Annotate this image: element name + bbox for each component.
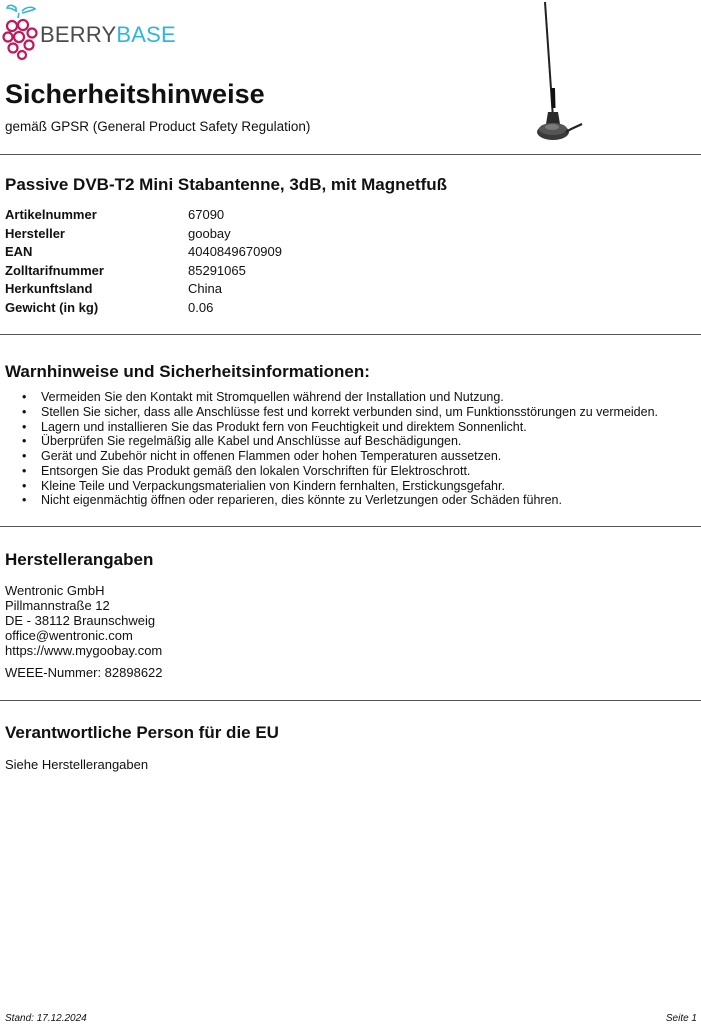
- spec-label: Artikelnummer: [5, 207, 97, 222]
- spec-value: 0.06: [188, 299, 214, 315]
- street: Pillmannstraße 12: [5, 597, 110, 613]
- list-item: • Kleine Teile und Verpackungsmaterialien von Kindern fernhalten, Erstickungsgefahr.: [22, 479, 658, 494]
- list-item: • Gerät und Zubehör nicht in offenen Flammen oder hohen Temperaturen aussetzen.: [22, 449, 658, 464]
- list-item: • Lagern und installieren Sie das Produkt fern von Feuchtigkeit und direktem Sonnenlicht.: [22, 420, 658, 435]
- spec-label: EAN: [5, 244, 33, 259]
- spec-value: China: [188, 281, 222, 296]
- page-title: Sicherheitshinweise: [5, 79, 265, 109]
- eu-person-heading: Verantwortliche Person für die EU: [5, 723, 279, 742]
- website: https://www.mygoobay.com: [5, 642, 163, 658]
- list-item: • Überprüfen Sie regelmäßig alle Kabel und Anschlüsse auf Beschädigungen.: [22, 434, 658, 449]
- brand-name: [40, 22, 176, 48]
- list-item: • Entsorgen Sie das Produkt gemäß den lokalen Vorschriften für Elektroschrott.: [22, 464, 658, 479]
- divider: [0, 334, 701, 335]
- list-item: • Stellen Sie sicher, dass alle Anschlüsse fest und korrekt verbunden sind, um Funktionsstörungen zu vermeiden.: [22, 405, 658, 420]
- spec-label: Hersteller: [5, 225, 65, 241]
- spec-label: Herkunftsland: [5, 281, 93, 296]
- brand-logo: [2, 2, 176, 64]
- spec-row: [5, 207, 282, 226]
- divider: [0, 526, 701, 527]
- spec-value: 85291065: [188, 262, 246, 278]
- spec-label: Gewicht (in kg): [5, 299, 99, 315]
- spec-label: Zolltarifnummer: [5, 262, 104, 278]
- divider: [0, 154, 701, 155]
- city: DE - 38112 Braunschweig: [5, 612, 156, 628]
- list-item: • Vermeiden Sie den Kontakt mit Stromquellen während der Installation und Nutzung.: [22, 390, 658, 405]
- spec-value: 4040849670909: [188, 244, 282, 259]
- spec-row: [5, 263, 282, 282]
- eu-person-text: Siehe Herstellerangaben: [5, 757, 149, 772]
- manufacturer-address: [5, 584, 162, 659]
- warnings-list: [22, 390, 658, 508]
- divider: [0, 700, 701, 701]
- manufacturer-heading: Herstellerangaben: [5, 550, 154, 569]
- brand-name-part2: BASE: [116, 22, 176, 47]
- list-item: • Nicht eigenmächtig öffnen oder reparieren, dies könnte zu Verletzungen oder Schäden führen.: [22, 493, 658, 508]
- brand-name-part1: BERRY: [40, 22, 117, 47]
- spec-table: [5, 207, 282, 318]
- footer-date: Stand: 17.12.2024: [5, 1013, 87, 1024]
- spec-row: [5, 281, 282, 300]
- footer-page: Seite 1: [665, 1013, 697, 1024]
- spec-row: [5, 226, 282, 245]
- spec-value: 67090: [188, 207, 225, 222]
- spec-row: [5, 244, 282, 263]
- email: office@wentronic.com: [5, 627, 133, 643]
- spec-row: [5, 300, 282, 319]
- magnetic-antenna-image: [520, 0, 590, 150]
- weee-number: WEEE-Nummer: 82898622: [5, 665, 163, 680]
- product-title: Passive DVB-T2 Mini Stabantenne, 3dB, mit Magnetfuß: [5, 175, 448, 194]
- page-subtitle: gemäß GPSR (General Product Safety Regulation): [5, 119, 311, 134]
- company-name: Wentronic GmbH: [5, 583, 105, 598]
- spec-value: goobay: [188, 225, 231, 241]
- raspberry-logo-icon: [2, 2, 38, 64]
- warnings-heading: Warnhinweise und Sicherheitsinformationen:: [5, 362, 370, 381]
